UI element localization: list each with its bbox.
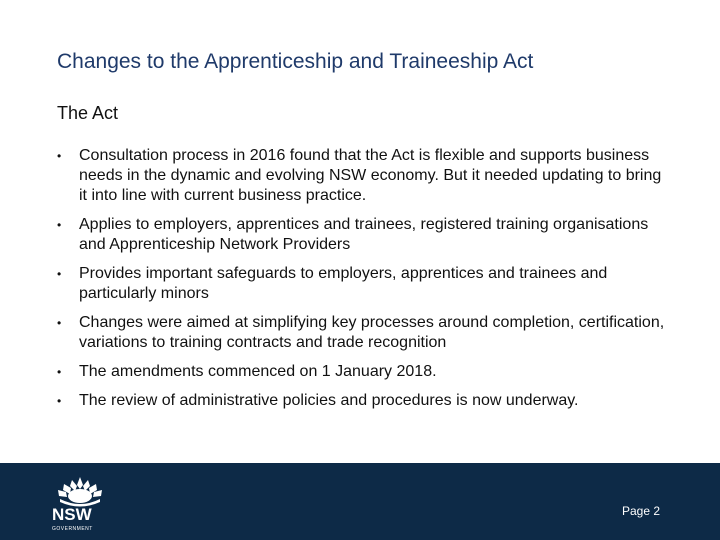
bullet-text: Applies to employers, apprentices and trainees, registered training organisations and Apprenticeship Network Providers [79, 216, 649, 253]
slide-title: Changes to the Apprenticeship and Traineeship Act [57, 50, 534, 73]
bullet-text: Consultation process in 2016 found that the Act is flexible and supports business needs in the dynamic and evolving NSW economy. But it needed updating to bring it into line with current business practice. [79, 147, 662, 204]
bullet-list [57, 146, 667, 420]
slide-subtitle: The Act [57, 103, 119, 123]
bullet-marker: • [57, 218, 62, 232]
bullet-text: The review of administrative policies and procedures is now underway. [79, 392, 579, 409]
bullet-marker: • [57, 316, 62, 330]
logo-subtext: GOVERNMENT [52, 526, 93, 532]
bullet-marker: • [57, 267, 62, 281]
bullet-item [57, 264, 667, 304]
waratah-icon [52, 475, 108, 507]
logo-text: NSW [52, 505, 92, 524]
bullet-item [57, 391, 667, 411]
footer-bar [0, 463, 720, 540]
bullet-text: Changes were aimed at simplifying key processes around completion, certification, variations to training contracts and trade recognition [79, 314, 665, 351]
bullet-item [57, 362, 667, 382]
page-number: Page 2 [622, 504, 661, 518]
bullet-item [57, 215, 667, 255]
bullet-marker: • [57, 149, 62, 163]
bullet-marker: • [57, 365, 62, 379]
bullet-marker: • [57, 394, 62, 408]
bullet-item [57, 313, 667, 353]
bullet-text: Provides important safeguards to employers, apprentices and trainees and particularly minors [79, 265, 608, 302]
nsw-government-logo [52, 475, 108, 531]
bullet-item [57, 146, 667, 206]
bullet-text: The amendments commenced on 1 January 2018. [79, 363, 437, 380]
